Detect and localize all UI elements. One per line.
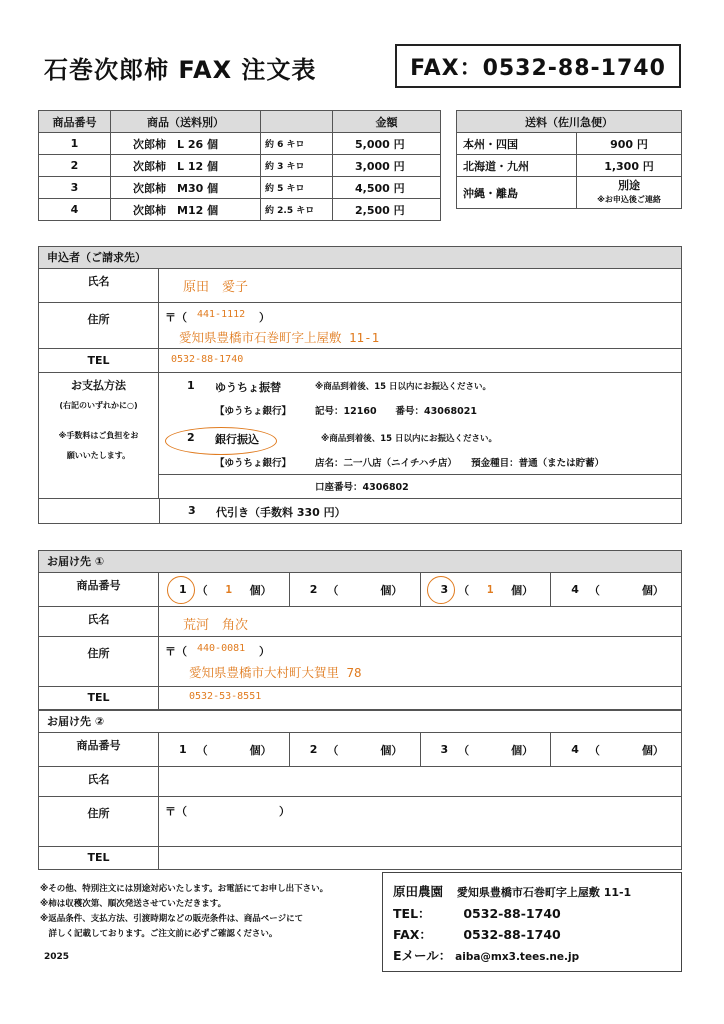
qty-item-3[interactable]: 3 （ 個） (421, 733, 552, 766)
table-row: 1 次郎柿 L 26 個 約 6 キロ 5,000 円 (39, 133, 441, 155)
tel-field[interactable]: 0532-53-8551 (189, 691, 262, 702)
table-row: 3 次郎柿 M30 個 約 5 キロ 4,500 円 (39, 177, 441, 199)
fax-number-box: FAX：0532-88-1740 (395, 44, 681, 88)
col-header-item-no: 商品番号 (39, 111, 111, 133)
name-row: 氏名 原田 愛子 (39, 269, 681, 303)
col-header-weight (261, 111, 333, 133)
table-row: 4 次郎柿 M12 個 約 2.5 キロ 2,500 円 (39, 199, 441, 221)
shipping-header: 送料（佐川急便） (457, 111, 682, 133)
payment-option-2-name[interactable]: 銀行振込 (215, 433, 259, 446)
address-field[interactable]: 〒（ ） (165, 805, 290, 818)
farm-contact-box: 原田農園 愛知県豊橋市石巻町字上屋敷 11-1 TEL： 0532-88-1740 FAX： 0532-88-1740 Eメール： aiba@mx3.tees.ne.jp (382, 872, 682, 972)
farm-tel: 0532-88-1740 (463, 906, 561, 921)
shipping-table (456, 110, 682, 209)
selection-circle (427, 576, 455, 604)
payment-option-1-name[interactable]: ゆうちょ振替 (215, 381, 281, 394)
col-header-product: 商品（送料別） (111, 111, 261, 133)
price-table (38, 110, 441, 221)
year-label: 2025 (44, 952, 70, 962)
farm-email-link[interactable]: aiba@mx3.tees.ne.jp (455, 951, 580, 963)
farm-fax: 0532-88-1740 (463, 927, 561, 942)
qty-item-2[interactable]: 2 （ 個） (290, 573, 421, 606)
qty-item-1[interactable]: 1 （ 個） (159, 733, 290, 766)
name-field[interactable] (159, 767, 681, 796)
qty-item-1[interactable]: 1 （ 1 個） (159, 573, 290, 606)
table-row: 沖縄・離島 別途 ※お申込後ご連絡 (457, 177, 682, 209)
qty-item-3[interactable]: 3 （ 1 個） (421, 573, 552, 606)
item-qty-row: 商品番号 1 （ 1 個） 2 （ 個） 3 （ 1 個） 4 （ 個） (39, 573, 681, 607)
qty-item-4[interactable]: 4 （ 個） (571, 583, 664, 597)
payment-option-3-name[interactable]: 代引き（手数料 330 円） (216, 506, 346, 519)
tel-field[interactable] (159, 847, 681, 869)
address-row: 住所 〒（ 441-1112 ） 愛知県豊橋市石巻町字上屋敷 11-1 (39, 303, 681, 349)
farm-address: 愛知県豊橋市石巻町字上屋敷 11-1 (456, 886, 632, 899)
name-field[interactable]: 原田 愛子 (183, 280, 249, 295)
farm-name: 原田農園 (393, 884, 444, 899)
applicant-section (38, 246, 682, 524)
section-header: 申込者（ご請求先） (39, 247, 681, 269)
footer-notes: ※その他、特別注文には別途対応いたします。お電話にてお申し出下さい。 ※柿は収穫次第、順次発送させていただきます。 ※返品条件、支払方法、引渡時期などの販売条件は、商品ページにて 詳しく記載しております。ご注文前に必ずご確認ください。 (40, 884, 329, 939)
delivery-2-section (38, 710, 682, 870)
tel-row: TEL 0532-88-1740 (39, 349, 681, 373)
name-row: 氏名 (39, 767, 681, 797)
address-row: 住所 〒（ 440-0081 ） 愛知県豊橋市大村町大賀里 78 (39, 637, 681, 687)
payment-option-3-row (39, 499, 681, 523)
address-row: 住所 〒（ ） (39, 797, 681, 847)
payment-option-2-no[interactable]: 2 (187, 431, 195, 444)
address-field[interactable]: 〒（ 441-1112 ） 愛知県豊橋市石巻町字上屋敷 11-1 (165, 309, 380, 345)
name-row: 氏名 荒河 角次 (39, 607, 681, 637)
name-field[interactable]: 荒河 角次 (183, 618, 249, 633)
payment-row: お支払方法 (右記のいずれかに○) ※手数料はご負担をお 願いいたします。 1 ゆうちょ振替 ※商品到着後、15 日以内にお振込ください。 【ゆうちょ銀行】 記号：12160 番号：43068021 2 銀行振込 ※商品到着後、15 日以内にお振込ください。 【ゆうちょ銀行】 店名：二一八店（ニイチハチ店） 預金種目：普通（または貯蓄） 口座番号：4306802 (39, 373, 681, 499)
tel-row: TEL (39, 847, 681, 869)
table-row: 北海道・九州 1,300 円 (457, 155, 682, 177)
selection-circle (167, 576, 195, 604)
address-field[interactable]: 〒（ 440-0081 ） 愛知県豊橋市大村町大賀里 78 (165, 643, 362, 680)
col-header-price: 金額 (333, 111, 441, 133)
qty-item-4[interactable]: 4 （ 個） (571, 743, 664, 757)
delivery-1-section (38, 550, 682, 710)
tel-field[interactable]: 0532-88-1740 (171, 354, 244, 365)
payment-option-3-no[interactable]: 3 (188, 504, 196, 517)
section-header: お届け先 ① (39, 551, 681, 573)
payment-option-1-no[interactable]: 1 (187, 379, 195, 392)
tel-row: TEL 0532-53-8551 (39, 687, 681, 709)
qty-item-2[interactable]: 2 （ 個） (290, 733, 421, 766)
table-row: 2 次郎柿 L 12 個 約 3 キロ 3,000 円 (39, 155, 441, 177)
item-qty-row: 商品番号 1 （ 個） 2 （ 個） 3 （ 個） 4 （ 個） (39, 733, 681, 767)
section-header: お届け先 ② (39, 711, 681, 733)
table-row: 本州・四国 900 円 (457, 133, 682, 155)
page-title: 石巻次郎柿 FAX 注文表 (44, 56, 317, 84)
